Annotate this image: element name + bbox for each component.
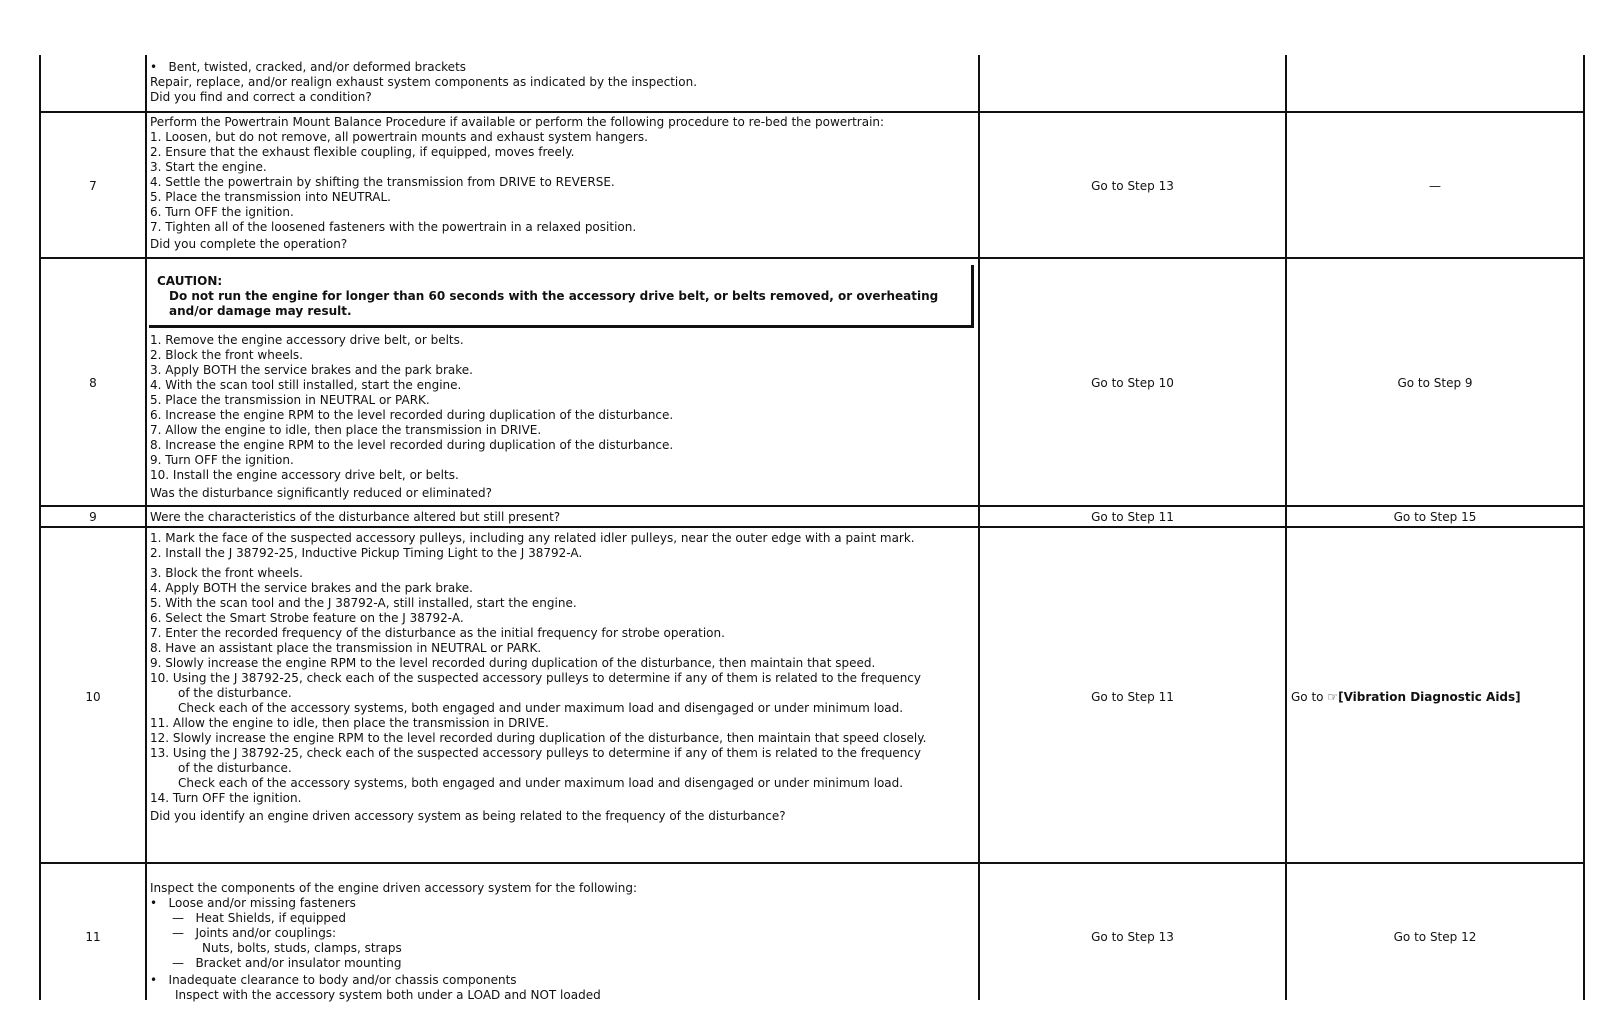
list-item: 10. Install the engine accessory drive belt, or belts.: [150, 468, 459, 482]
yes-answer: Go to Step 11: [1091, 510, 1174, 524]
list-item-note: Check each of the accessory systems, both engaged and under maximum load and disengaged or under minimum load.: [178, 776, 904, 790]
dash-text: Bracket and/or insulator mounting: [195, 956, 402, 970]
row-divider: [39, 505, 1585, 507]
list-item: 7. Allow the engine to idle, then place the transmission in DRIVE.: [150, 423, 542, 437]
list-item: 7. Tighten all of the loosened fasteners with the powertrain in a relaxed position.: [150, 220, 637, 234]
dash-icon: —: [172, 956, 184, 970]
intro-text: Inspect the components of the engine driven accessory system for the following:: [150, 881, 638, 895]
step-number: 9: [89, 510, 97, 524]
table-row-6-action: [150, 60, 697, 105]
dash-icon: —: [172, 926, 184, 940]
step-number: 7: [89, 179, 97, 193]
list-item: 2. Block the front wheels.: [150, 348, 303, 362]
bullet-text: Bent, twisted, cracked, and/or deformed brackets: [168, 60, 467, 74]
action-line: Repair, replace, and/or realign exhaust system components as indicated by the inspection.: [150, 75, 698, 89]
yes-answer: Go to Step 13: [1091, 179, 1174, 193]
dash-text: Joints and/or couplings:: [195, 926, 337, 940]
caution-title: CAUTION:: [157, 274, 223, 288]
table-row-11-action: [150, 881, 637, 1003]
step-number: 8: [89, 376, 97, 390]
list-item: 6. Turn OFF the ignition.: [150, 205, 294, 219]
row-divider: [39, 111, 1585, 113]
dash-subtext: Nuts, bolts, studs, clamps, straps: [202, 941, 402, 955]
list-item: 9. Slowly increase the engine RPM to the level recorded during duplication of the disturbance, then maintain that speed.: [150, 656, 876, 670]
bullet-icon: •: [150, 896, 158, 910]
table-row-7-action: [150, 115, 884, 252]
list-item: 4. Settle the powertrain by shifting the transmission from DRIVE to REVERSE.: [150, 175, 615, 189]
list-item: 1. Remove the engine accessory drive belt, or belts.: [150, 333, 464, 347]
list-item: 8. Have an assistant place the transmission in NEUTRAL or PARK.: [150, 641, 542, 655]
step-number: 11: [85, 930, 101, 944]
no-answer: Go to Step 15: [1393, 510, 1477, 524]
list-item: 10. Using the J 38792-25, check each of the suspected accessory pulleys to determine if any of them is related to the frequency: [150, 671, 921, 685]
caution-box: [149, 265, 974, 328]
list-item: 2. Ensure that the exhaust flexible coupling, if equipped, moves freely.: [150, 145, 575, 159]
list-item: 3. Block the front wheels.: [150, 566, 303, 580]
list-item-note: Check each of the accessory systems, both engaged and under maximum load and disengaged or under minimum load.: [178, 701, 904, 715]
row-divider: [39, 257, 1585, 259]
bullet-text: Inadequate clearance to body and/or chassis components: [168, 973, 517, 987]
list-item: 11. Allow the engine to idle, then place the transmission in DRIVE.: [150, 716, 549, 730]
caution-text: and/or damage may result.: [169, 304, 352, 318]
no-answer: [1287, 690, 1583, 704]
list-item: 2. Install the J 38792-25, Inductive Pickup Timing Light to the J 38792-A.: [150, 546, 583, 560]
row-divider: [39, 862, 1585, 864]
list-item: 8. Increase the engine RPM to the level recorded during duplication of the disturbance.: [150, 438, 674, 452]
table-row-9-action: [150, 510, 560, 525]
list-item: 6. Select the Smart Strobe feature on the J 38792-A.: [150, 611, 464, 625]
list-item: 5. Place the transmission in NEUTRAL or PARK.: [150, 393, 430, 407]
yes-answer: Go to Step 11: [1091, 690, 1174, 704]
question-text: Did you identify an engine driven accessory system as being related to the frequency of the disturbance?: [150, 809, 786, 823]
intro-text: Perform the Powertrain Mount Balance Procedure if available or perform the following procedure to re-bed the powertrain:: [150, 115, 885, 129]
list-item: 14. Turn OFF the ignition.: [150, 791, 302, 805]
step-number: 10: [85, 690, 101, 704]
list-item: 7. Enter the recorded frequency of the disturbance as the initial frequency for strobe operation.: [150, 626, 725, 640]
no-answer: Go to Step 9: [1397, 376, 1473, 390]
bullet-icon: •: [150, 973, 158, 987]
table-row-10-action: [150, 531, 926, 824]
bullet-icon: •: [150, 60, 158, 74]
list-item: 1. Loosen, but do not remove, all powertrain mounts and exhaust system hangers.: [150, 130, 648, 144]
list-item: 5. Place the transmission into NEUTRAL.: [150, 190, 391, 204]
row-divider: [39, 526, 1585, 528]
yes-answer: Go to Step 10: [1091, 376, 1174, 390]
list-item: 9. Turn OFF the ignition.: [150, 453, 294, 467]
bullet-subtext: Inspect with the accessory system both under a LOAD and NOT loaded: [175, 988, 601, 1002]
question-text: Was the disturbance significantly reduced or eliminated?: [150, 486, 492, 500]
question-text: Did you find and correct a condition?: [150, 90, 372, 104]
list-item: 12. Slowly increase the engine RPM to the level recorded during duplication of the disturbance, then maintain that speed closely.: [150, 731, 927, 745]
list-item: 4. Apply BOTH the service brakes and the park brake.: [150, 581, 473, 595]
list-item: 5. With the scan tool and the J 38792-A, still installed, start the engine.: [150, 596, 577, 610]
list-item: 3. Start the engine.: [150, 160, 267, 174]
list-item: 1. Mark the face of the suspected accessory pulleys, including any related idler pulleys, near the outer edge with a paint mark.: [150, 531, 915, 545]
caution-text: Do not run the engine for longer than 60 seconds with the accessory drive belt, or belts removed, or overheating: [169, 289, 939, 303]
pointing-hand-icon: ☞: [1327, 690, 1339, 704]
no-answer: —: [1429, 179, 1441, 193]
list-item: 6. Increase the engine RPM to the level recorded during duplication of the disturbance.: [150, 408, 674, 422]
bullet-text: Loose and/or missing fasteners: [168, 896, 356, 910]
yes-answer: Go to Step 13: [1091, 930, 1174, 944]
question-text: Did you complete the operation?: [150, 237, 348, 251]
list-item: 13. Using the J 38792-25, check each of the suspected accessory pulleys to determine if any of them is related to the frequency: [150, 746, 921, 760]
vibration-diagnostic-aids-link[interactable]: [Vibration Diagnostic Aids]: [1338, 690, 1521, 704]
list-item: 3. Apply BOTH the service brakes and the park brake.: [150, 363, 473, 377]
dash-icon: —: [172, 911, 184, 925]
no-answer-prefix: Go to: [1291, 690, 1324, 704]
list-item-continuation: of the disturbance.: [178, 761, 292, 775]
table-row-8-action: [150, 333, 673, 501]
list-item-continuation: of the disturbance.: [178, 686, 292, 700]
no-answer: Go to Step 12: [1393, 930, 1477, 944]
question-text: Were the characteristics of the disturbance altered but still present?: [150, 510, 561, 524]
list-item: 4. With the scan tool still installed, start the engine.: [150, 378, 462, 392]
dash-text: Heat Shields, if equipped: [195, 911, 347, 925]
